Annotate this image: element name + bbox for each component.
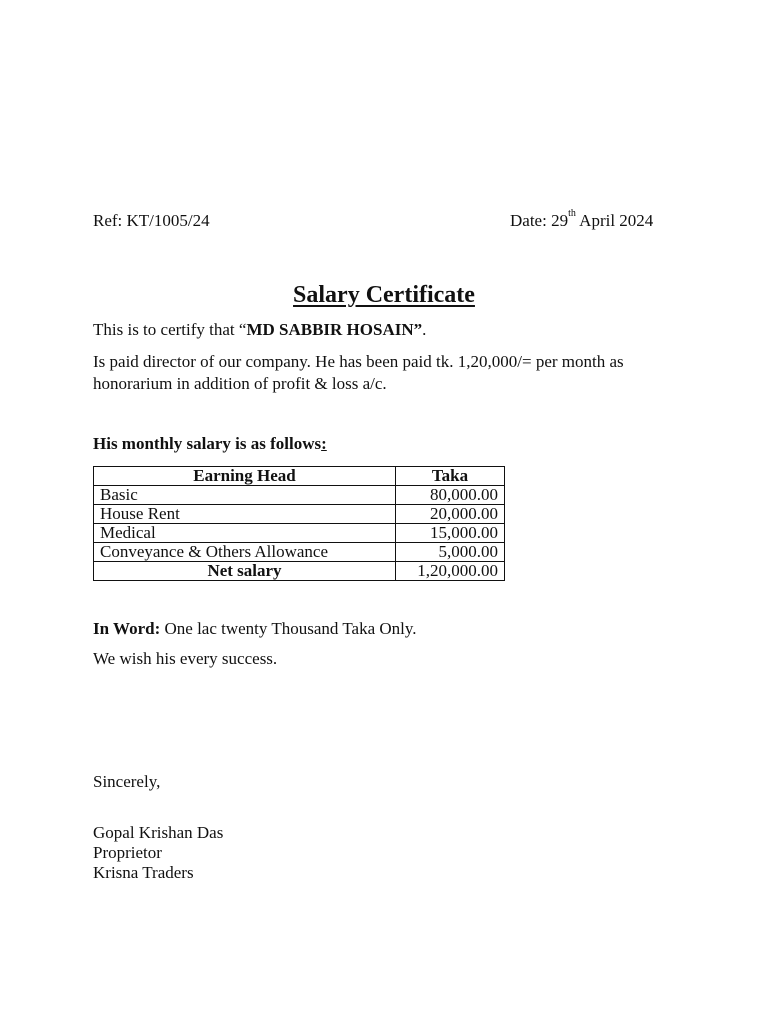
table-row [94,524,505,543]
amount-in-words [93,619,417,639]
table-cell-amount: 15,000.00 [396,524,505,543]
salary-table [93,466,505,581]
in-word-value: One lac twenty Thousand Taka Only. [160,619,417,638]
net-salary-amount: 1,20,000.00 [396,562,505,581]
certify-end: . [422,320,427,339]
signatory-title: Proprietor [93,843,162,862]
table-cell-head: Medical [94,524,396,543]
table-header-earning-head: Earning Head [94,467,396,486]
date-ordinal: th [568,208,576,219]
signature-block [93,823,223,883]
table-header-row [94,467,505,486]
salary-heading-colon: : [321,434,327,453]
salary-heading-text: His monthly salary is as follows [93,434,322,453]
signatory-company: Krisna Traders [93,863,194,882]
employee-name: MD SABBIR HOSAIN” [246,320,423,339]
table-cell-head: Basic [94,486,396,505]
table-row [94,505,505,524]
payment-paragraph-line-2: honorarium in addition of profit & loss a/c. [93,374,387,393]
table-cell-head: House Rent [94,505,396,524]
signatory-name: Gopal Krishan Das [93,823,224,842]
valediction: Sincerely, [93,772,161,791]
date-rest: April 2024 [575,211,654,230]
table-row [94,486,505,505]
document-date [510,208,654,231]
certify-text: This is to certify that “ [93,320,247,339]
payment-paragraph-line-1: Is paid director of our company. He has been paid tk. 1,20,000/= per month as [93,352,624,371]
table-row [94,543,505,562]
certify-line [93,320,426,340]
in-word-label: In Word: [93,619,161,638]
closing-wish: We wish his every success. [93,649,278,668]
net-salary-label: Net salary [94,562,396,581]
salary-heading [93,434,327,454]
document-title: Salary Certificate [293,282,475,308]
table-cell-amount: 5,000.00 [396,543,505,562]
reference-number: Ref: KT/1005/24 [93,211,210,230]
table-cell-amount: 20,000.00 [396,505,505,524]
table-total-row [94,562,505,581]
table-header-taka: Taka [396,467,505,486]
payment-paragraph [93,351,624,395]
date-prefix: Date: 29 [510,211,569,230]
table-cell-head: Conveyance & Others Allowance [94,543,396,562]
table-cell-amount: 80,000.00 [396,486,505,505]
